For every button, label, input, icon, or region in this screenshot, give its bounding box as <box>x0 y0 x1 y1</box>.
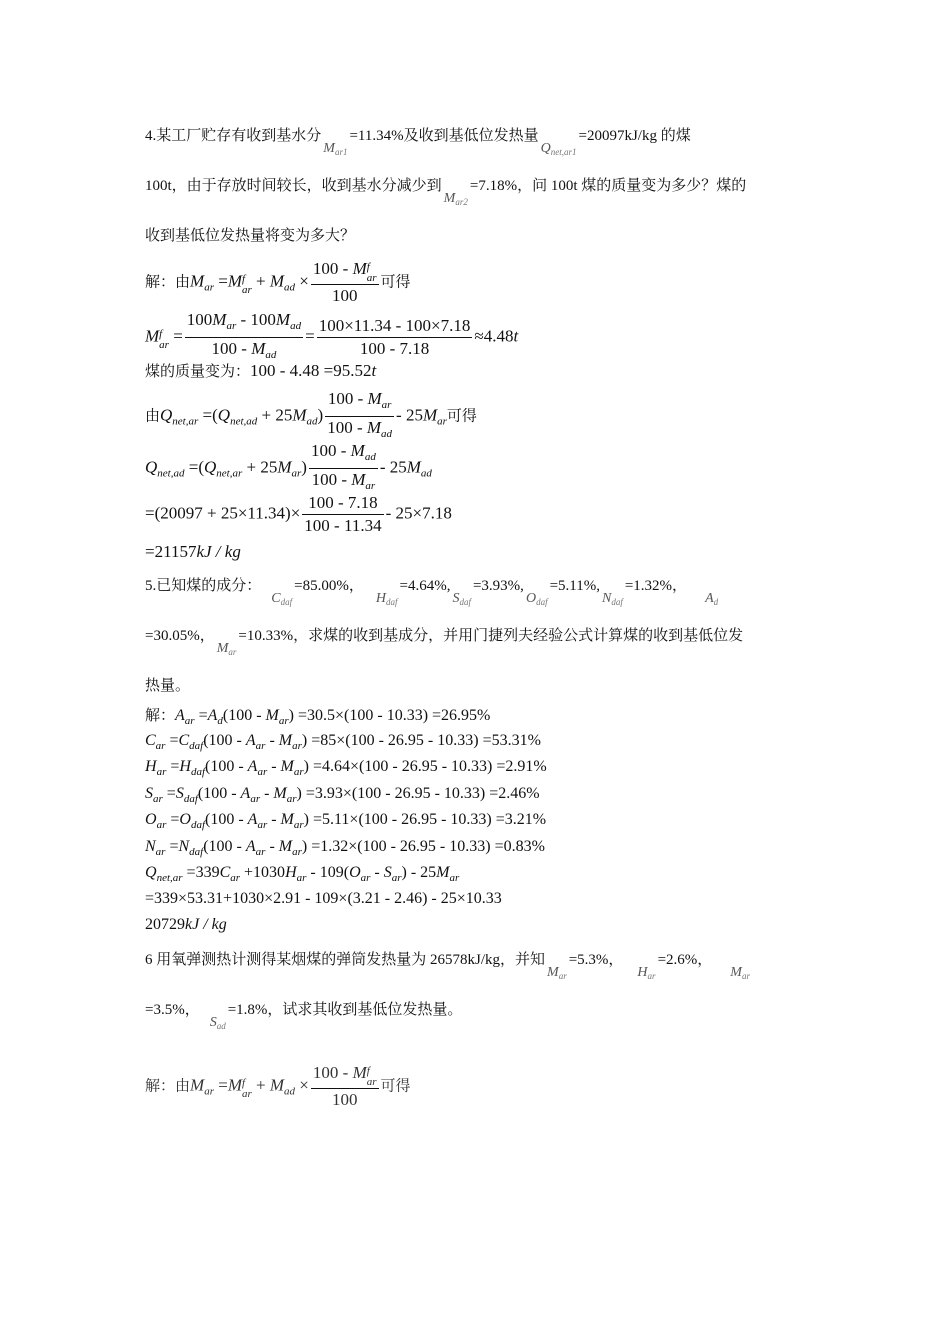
p6-formula-mar: 解：由$M_{ar} =Mf$ ar + $M_{ad}$ × 100 - Mf ar 100 可得 <box>145 1063 411 1109</box>
problem4-line3: 收到基低位发热量将变为多大？ <box>145 228 356 244</box>
p5-row-o: $O_{ar} =O_{daf}(100 - A_{ar} - M_{ar}) =5.11\times(100 - 26.95 - 10.33) =3.21\%$ <box>145 811 547 831</box>
formula-mar-f: Mf ar = $\frac{100M_{ar} - 100M_{ad}}{100 - M_{ad}}$ = $\frac{100\times 11.34 - 100\times 7.18}{100 - 7.18}$ ≈4.48t <box>145 309 518 366</box>
p5-row-n: $N_{ar} =N_{daf}(100 - A_{ar} - M_{ar}) =1.32\times(100 - 26.95 - 10.33) =0.83\%$ <box>145 838 545 858</box>
problem4-line1: 4.某工厂贮存有收到基水分$M_{ar1}=11.34\%$及收到基低位发热量$Q_{net,ar1}=20097kJ/kg$ 的煤 <box>145 126 691 162</box>
problem6-line1: 6 用氧弹测热计测得某烟煤的弹筒发热量为 26578kJ/kg，并知$M_{ar}=5.3\%$，$H_{ar}=2.6\%$，$M_{ar}$ <box>145 952 750 981</box>
p5-row-qresult: 20729kJ / kg <box>145 916 227 933</box>
p5-row-q: $Q_{net,ar} =339C_{ar} +1030H_{ar} - 109(O_{ar} - S_{ar}) - 25M_{ar}$ <box>145 864 460 884</box>
formula-qnet-ar: 由$Q_{net,ar} =(Q_{net,ad} + 25M_{ad})$ $\frac{100 - M_{ar}}{100 - M_{ad}}$ - $25M_{ar}$可得 <box>145 388 477 445</box>
problem5-line3: 热量。 <box>145 678 191 694</box>
symbol-q-net-ar1: $Q_{net,ar1}$ <box>540 141 577 157</box>
formula-qnet-ad: $Q_{net,ad} =(Q_{net,ar} + 25M_{ar})$ $\frac{100 - M_{ad}}{100 - M_{ar}}$ - $25M_{ad}$ <box>145 440 432 497</box>
p5-row-h: $H_{ar} =H_{daf}(100 - A_{ar} - M_{ar}) =4.64\times(100 - 26.95 - 10.33) =2.91\%$ <box>145 758 547 778</box>
p5-row-c: $C_{ar} =C_{daf}(100 - A_{ar} - M_{ar}) =85\times(100 - 26.95 - 10.33) =53.31\%$ <box>145 732 541 752</box>
p5-row-qcalc: =339×53.31+1030×2.91 - 109×(3.21 - 2.46) - 25×10.33 <box>145 890 502 907</box>
formula-result: =21157kJ / kg <box>145 542 241 561</box>
p5-row-a: 解：$A_{ar} =A_d(100 - M_{ar}) =30.5\times(100 - 10.33) =26.95\%$ <box>145 706 491 727</box>
problem4-line2: 100t，由于存放时间较长，收到基水分减少到$M_{ar2}=7.18\%$，问 100t 煤的质量变为多少？煤的 <box>145 176 746 212</box>
problem6-line2: =3.5%，$S_{ad}=1.8\%$，试求其收到基低位发热量。 <box>145 1002 463 1031</box>
formula-mass: 煤的质量变为：100 - 4.48 =95.52t <box>145 361 377 380</box>
symbol-m-ar2: $M_{ar2}$ <box>443 191 468 207</box>
symbol-m-ar1: $M_{ar1}$ <box>323 141 348 157</box>
p5-row-s: $S_{ar} =S_{daf}(100 - A_{ar} - M_{ar}) =3.93\times(100 - 26.95 - 10.33) =2.46\%$ <box>145 785 540 805</box>
problem5-line2: =30.05%，$M_{ar}=10.33\%$，求煤的收到基成分，并用门捷列夫经验公式计算煤的收到基低位发 <box>145 628 744 657</box>
formula-mar: 解：由$M_{ar} =Mf$ ar + $M_{ad}$ × 100 - Mf ar 100 可得 <box>145 259 411 305</box>
formula-qnet-calc: =(20097 + 25×11.34)× $\frac{100 - 7.18}{100 - 11.34}$ - 25×7.18 <box>145 493 452 535</box>
problem5-line1: 5.已知煤的成分：$C_{daf}=85.00\%$，$H_{daf}=4.64\%,S_{daf}=3.93\%,O_{daf}=5.11\%,N_{daf}=1.32\%$，$A_d$ <box>145 578 719 607</box>
